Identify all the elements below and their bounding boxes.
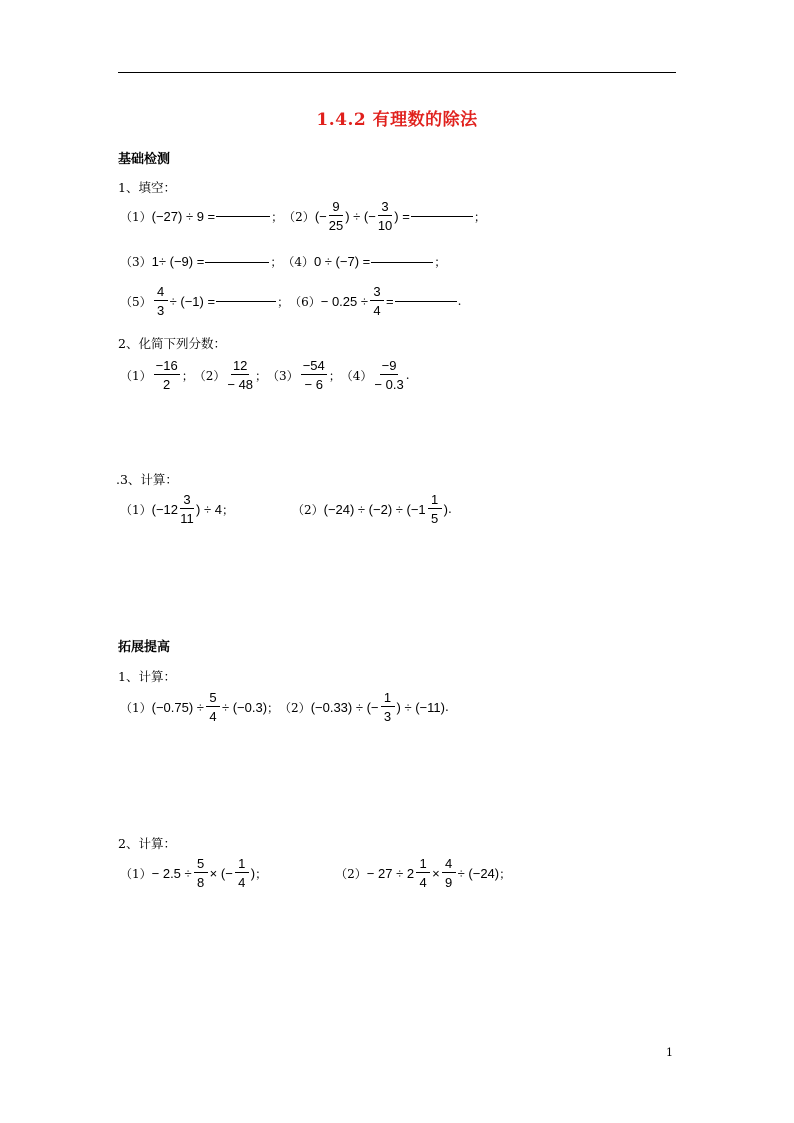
separator: ； <box>255 866 268 881</box>
expression: ) <box>443 501 449 517</box>
separator: ； <box>277 294 290 309</box>
denominator: 11 <box>180 511 194 526</box>
question-label: 1、计算： <box>118 669 176 684</box>
page-title: 1.4.2 有理数的除法 <box>316 110 478 130</box>
expression: (−0.33) ÷ (− <box>310 699 379 715</box>
expression: × <box>432 865 440 881</box>
separator: ； <box>328 368 341 383</box>
expression: ) ÷ 4 <box>196 501 222 517</box>
fraction <box>206 691 220 723</box>
denominator: 8 <box>197 875 205 890</box>
fraction <box>329 200 343 232</box>
denominator: 3 <box>383 709 392 724</box>
numerator: 4 <box>442 857 456 873</box>
fraction <box>370 285 384 317</box>
expression: ) ÷ (− <box>345 208 376 224</box>
denominator: 2 <box>163 377 171 392</box>
simplify-row <box>120 359 410 391</box>
end-mark: . <box>405 368 410 382</box>
numerator: 1 <box>381 691 395 707</box>
denominator: 5 <box>431 511 439 526</box>
denominator: − 6 <box>304 377 323 392</box>
numerator: −54 <box>302 358 325 373</box>
expression: − 27 ÷ 2 <box>366 865 415 881</box>
numerator: 4 <box>154 285 168 301</box>
item-number: （2） <box>279 700 311 715</box>
end-mark: . <box>457 294 462 308</box>
end-mark: . <box>444 700 449 714</box>
fraction <box>154 285 168 317</box>
numerator: 5 <box>194 857 208 873</box>
numerator: 3 <box>180 493 194 509</box>
item-number: （6） <box>289 294 321 309</box>
denominator: 25 <box>328 218 344 233</box>
numerator: 3 <box>370 285 384 301</box>
calc-row <box>120 691 449 723</box>
numerator: 1 <box>428 493 442 509</box>
item-number: （5） <box>120 294 152 309</box>
item-number: （1） <box>120 368 152 383</box>
fraction <box>227 359 253 391</box>
expression: ÷ (−24) <box>457 865 500 881</box>
answer-blank[interactable] <box>395 300 457 302</box>
fraction <box>194 857 208 889</box>
answer-blank[interactable] <box>371 261 433 263</box>
fill-row-3 <box>120 285 461 317</box>
question-label: 2、计算： <box>118 836 176 851</box>
item-number: （1） <box>120 209 152 224</box>
fraction <box>442 857 456 889</box>
question-label: 1、填空： <box>118 180 176 195</box>
item-number: （4） <box>282 255 314 269</box>
question-label: 2、化简下列分数： <box>118 336 226 351</box>
expression: (−24) ÷ (−2) ÷ (−1 <box>323 501 426 517</box>
numerator: 12 <box>232 358 248 373</box>
expression: 0 ÷ (−7) = <box>313 254 371 269</box>
end-mark: . <box>448 502 452 516</box>
separator: ； <box>255 368 268 383</box>
fraction <box>428 493 442 525</box>
fraction <box>301 359 327 391</box>
denominator: 9 <box>445 875 453 890</box>
denominator: − 48 <box>227 377 254 392</box>
separator: ； <box>221 502 234 517</box>
expression: = <box>386 293 394 309</box>
item-number: （1） <box>120 700 152 715</box>
expression: ) ÷ (−11) <box>396 699 445 715</box>
fraction <box>416 857 430 889</box>
item-number: （2） <box>193 368 226 383</box>
denominator: 4 <box>419 875 427 890</box>
fraction <box>154 359 180 391</box>
numerator: 1 <box>235 857 249 873</box>
expression: ) <box>250 865 256 881</box>
item-number: （3） <box>120 255 152 269</box>
expression: (−27) ÷ 9 = <box>151 208 216 224</box>
numerator: 1 <box>416 857 430 873</box>
calc-row <box>120 857 511 889</box>
numerator: 9 <box>329 200 343 216</box>
item-number: （1） <box>120 866 152 881</box>
expression: − 0.25 ÷ <box>320 293 368 309</box>
answer-blank[interactable] <box>216 300 276 302</box>
expression: (−12 <box>151 501 179 517</box>
denominator: 3 <box>157 303 165 318</box>
separator: ； <box>499 866 512 881</box>
separator: ； <box>181 368 194 383</box>
separator: ； <box>271 209 284 224</box>
page-number: 1 <box>666 1046 673 1059</box>
fraction <box>378 200 392 232</box>
numerator: 3 <box>378 200 392 216</box>
expression: × (− <box>209 865 233 881</box>
fraction <box>374 359 403 391</box>
fraction <box>381 691 395 723</box>
expression: 1÷ (−9) = <box>151 254 205 269</box>
answer-blank[interactable] <box>205 261 269 263</box>
item-number: （2） <box>283 209 315 224</box>
denominator: 10 <box>377 218 393 233</box>
fraction <box>180 493 194 525</box>
section-heading-extend: 拓展提高 <box>118 640 171 655</box>
expression: (− <box>314 208 327 224</box>
expression: − 2.5 ÷ <box>151 865 192 881</box>
calc-row <box>120 493 452 525</box>
item-number: （1） <box>120 502 152 517</box>
separator: ； <box>473 209 486 224</box>
answer-blank[interactable] <box>216 215 270 217</box>
question-label: .3、计算： <box>116 472 178 487</box>
separator: ； <box>434 255 447 269</box>
fraction <box>235 857 249 889</box>
expression: ) = <box>394 208 410 224</box>
denominator: 4 <box>373 303 381 318</box>
section-heading-basic: 基础检测 <box>118 152 171 167</box>
item-number: （2） <box>335 866 367 881</box>
fill-row-1 <box>120 200 486 232</box>
fill-row-2 <box>120 253 446 270</box>
numerator: 5 <box>206 691 220 707</box>
expression: ÷ (−1) = <box>169 293 216 309</box>
denominator: 4 <box>238 875 246 890</box>
denominator: 4 <box>209 709 217 724</box>
expression: (−0.75) ÷ <box>151 699 204 715</box>
answer-blank[interactable] <box>411 215 473 217</box>
item-number: （2） <box>291 502 324 517</box>
expression: ÷ (−0.3) <box>221 699 268 715</box>
numerator: −9 <box>381 358 397 373</box>
item-number: （3） <box>267 368 299 383</box>
numerator: −16 <box>155 358 178 373</box>
item-number: （4） <box>340 368 373 383</box>
separator: ； <box>267 700 280 715</box>
separator: ； <box>270 255 283 269</box>
header-rule <box>118 72 676 73</box>
denominator: − 0.3 <box>374 377 404 392</box>
